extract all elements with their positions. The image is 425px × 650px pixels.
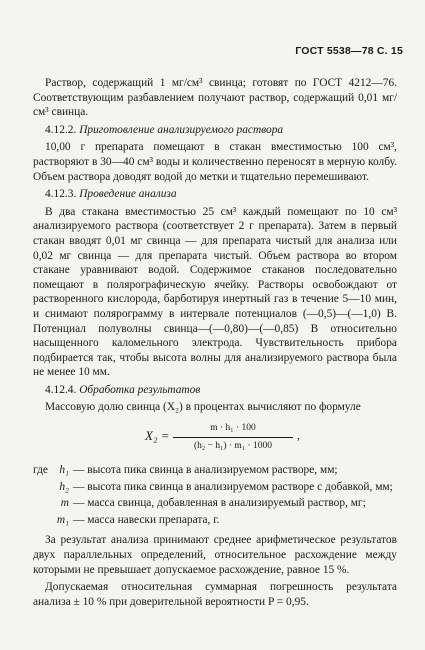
section-heading-4-12-3 (33, 187, 397, 202)
formula-tail: , (297, 430, 300, 443)
paragraph-analysis: В два стакана вместимостью 25 см³ каждый помещают по 10 см³ анализируемого раствора (соответствует 2 г препарата). Затем в первый стакан вводят 0,01 мг свинца — для препарата чистый для анализа или 0,02 мг свинца — для препарата чистый. Объем раствора во втором стакане уравнивают водой. Содержимое стаканов последовательно помещают в полярографическую ячейку. Растворы освобождают от растворенного кислорода, барботируя инертный газ в течение 5—10 мин, и снимают полярограмму в интервале потенциалов (—0,5)—(—1,0) В. Потенциал полуволны свинца—(—0,80)—(—0,85) В относительно насыщенного каломельного электрода. Чувствительность прибора подбирается так, чтобы высота волны для анализируемого раствора была не менее 10 мм. (33, 205, 397, 379)
formula (33, 421, 397, 453)
paragraph-preparation: 10,00 г препарата помещают в стакан вместимостью 100 см³, растворяют в 30—40 см³ воды и количественно переносят в мерную колбу. Объем раствора доводят водой до метки и тщательно перемешивают. (33, 141, 397, 183)
definitions-lead: где (33, 464, 48, 477)
definition-text: — высота пика свинца в анализируемом растворе с добавкой, мм; (73, 480, 393, 493)
section-title: Проведение анализа (79, 188, 177, 201)
definition-text: — масса навески препарата, г. (73, 513, 220, 526)
definition-text: — масса свинца, добавленная в анализируемый раствор, мг; (73, 497, 366, 510)
section-heading-4-12-4 (33, 383, 397, 398)
definition-row (33, 513, 397, 528)
definition-symbol: h₂ (59, 480, 69, 493)
definition-row (33, 463, 397, 478)
definition-symbol: h₁ (59, 464, 69, 477)
section-number: 4.12.2. (45, 123, 77, 136)
formula-fraction (173, 421, 293, 453)
section-number: 4.12.4. (45, 383, 77, 396)
paragraph-formula-intro: Массовую долю свинца (X₂) в процентах вычисляют по формуле (45, 401, 361, 414)
definition-text: — высота пика свинца в анализируемом растворе, мм; (73, 464, 338, 477)
page-content (33, 76, 397, 612)
formula-lhs: X₂ = (145, 428, 170, 444)
formula-denominator: (h₂ − h₁) · m₁ · 1000 (193, 440, 273, 451)
definition-symbol: m₁ (56, 513, 69, 526)
paragraph-lead-solution: Раствор, содержащий 1 мг/см³ свинца; готовят по ГОСТ 4212—76. Соответствующим разбавлением получают раствор, содержащий 0,01 мг/см³ свинца. (33, 77, 397, 119)
formula-numerator: m · h₁ · 100 (173, 421, 293, 438)
section-heading-4-12-2 (33, 123, 397, 138)
page-header: ГОСТ 5538—78 С. 15 (295, 45, 403, 57)
definition-row (33, 496, 397, 511)
definitions-list (33, 463, 397, 527)
paragraph-error: Допускаемая относительная суммарная погрешность результата анализа ± 10 % при доверительной вероятности P = 0,95. (33, 581, 397, 608)
definition-symbol: m (60, 497, 69, 510)
section-number: 4.12.3. (45, 188, 77, 201)
section-title: Обработка результатов (79, 383, 201, 396)
paragraph-result: За результат анализа принимают среднее арифметическое результатов двух параллельных определений, относительное расхождение между которыми не превышает допускаемое расхождение, равное 15 %. (33, 534, 397, 576)
section-title: Приготовление анализируемого раствора (79, 123, 284, 136)
definition-row (33, 480, 397, 495)
